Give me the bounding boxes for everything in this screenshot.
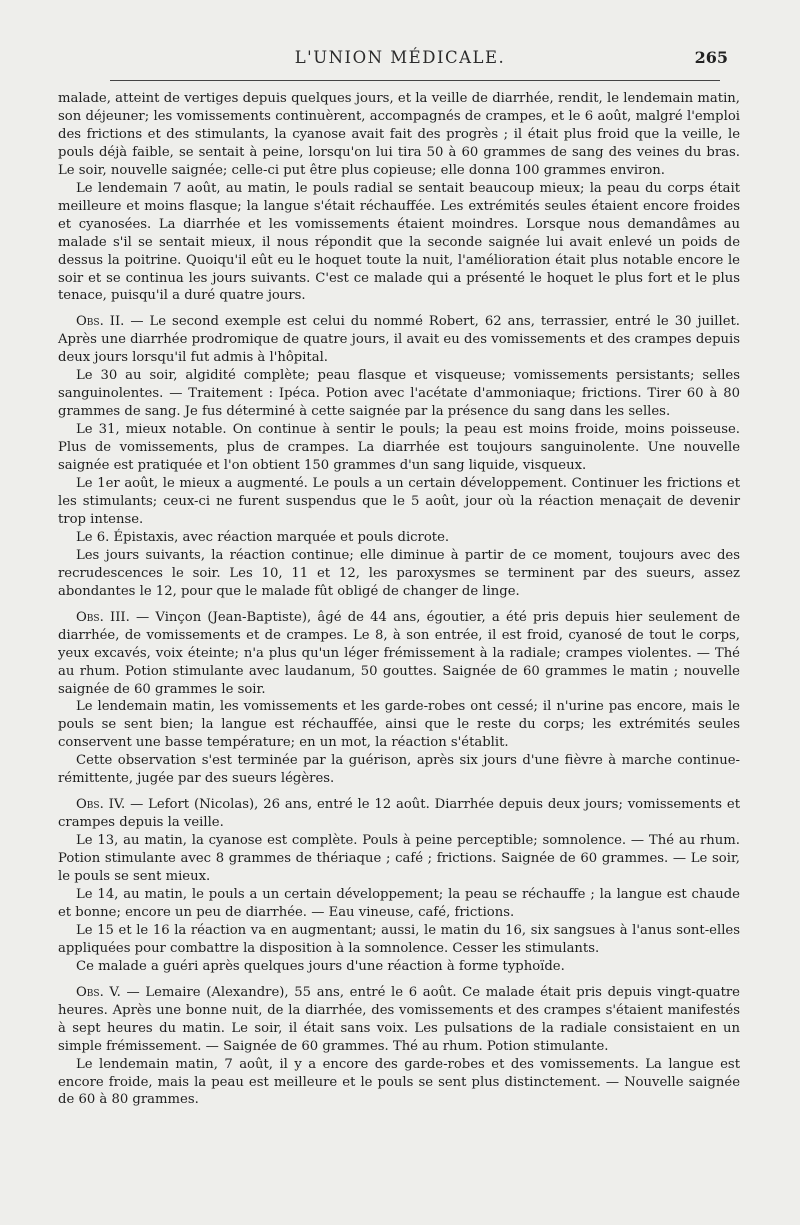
paragraph-text: Le lendemain matin, 7 août, il y a encore des garde-robes et des vomissements. La langue est encore froide, mais la peau est meilleure et le pouls se sent plus distinctement. — Nouvelle saignée de 60 à 80 grammes.: [58, 1056, 740, 1108]
observation-paragraph: [58, 313, 740, 367]
paragraph-text: Le 1er août, le mieux a augmenté. Le pouls a un certain développement. Continuer les frictions et les stimulants; ceux-ci ne furent suspendus que le 5 août, jour où la réaction menaçait de devenir trop intense.: [58, 476, 740, 527]
paragraph: [58, 180, 740, 306]
body-text: [58, 90, 740, 1109]
paragraph: [58, 421, 740, 475]
paragraph: [58, 922, 740, 958]
observation-label: Obs. V.: [76, 984, 121, 1000]
observation-paragraph: [58, 609, 740, 699]
paragraph-text: Ce malade a guéri après quelques jours d'une réaction à forme typhoïde.: [76, 958, 565, 974]
paragraph-text: Le 14, au matin, le pouls a un certain développement; la peau se réchauffe ; la langue est chaude et bonne; encore un peu de diarrhée. — Eau vineuse, café, frictions.: [58, 886, 740, 920]
paragraph: [58, 529, 740, 547]
paragraph-text: Le 15 et le 16 la réaction va en augmentant; aussi, le matin du 16, six sangsues à l'anus sont-elles appliquées pour combattre la disposition à la somnolence. Cesser les stimulants.: [58, 922, 740, 956]
paragraph-text: — Lemaire (Alexandre), 55 ans, entré le 6 août. Ce malade était pris depuis vingt-quatre heures. Après une bonne nuit, de la diarrhée, des vomissements et des crampes s'étaient manifestés à sept heures du matin. Le soir, il était sans voix. Les pulsations de la radiale consistaient en un simple frémissement. — Saignée de 60 grammes. Thé au rhum. Potion stimulante.: [58, 984, 740, 1054]
paragraph-text: Le 6. Épistaxis, avec réaction marquée et pouls dicrote.: [76, 529, 450, 545]
paragraph-text: Le lendemain 7 août, au matin, le pouls radial se sentait beaucoup mieux; la peau du corps était meilleure et moins flasque; la langue s'était réchauffée. Les extrémités seules étaient encore froides et cyanosées. La diarrhée et les vomissements étaient moindres. Lorsque nous demandâmes au malade s'il se sentait mieux, il nous répondit que la seconde saignée lui avait enlevé un poids de dessus la poitrine. Quoiqu'il eût eu le hoquet toute la nuit, l'amélioration était plus notable encore le soir et se continua les jours suivants. C'est ce malade qui a présenté le hoquet le plus fort et le plus tenace, puisqu'il a duré quatre jours.: [58, 180, 740, 304]
observation-paragraph: [58, 796, 740, 832]
observation-paragraph: [58, 984, 740, 1056]
header-rule: [110, 80, 720, 81]
paragraph-text: — Vinçon (Jean-Baptiste), âgé de 44 ans, égoutier, a été pris depuis hier seulement de diarrhée, de vomissements et de crampes. Le 8, à son entrée, il est froid, cyanosé de tout le corps, yeux excavés, voix éteinte; n'a plus qu'un léger frémissement à la radiale; crampes violentes. — Thé au rhum. Potion stimulante avec laudanum, 50 gouttes. Saignée de 60 grammes le matin ; nouvelle saignée de 60 grammes le soir.: [58, 609, 741, 697]
page-number: 265: [694, 48, 728, 67]
paragraph-text: Cette observation s'est terminée par la guérison, après six jours d'une fièvre à marche continue-rémittente, jugée par des sueurs légères.: [58, 753, 740, 787]
paragraph: [58, 90, 740, 180]
paragraph: [58, 367, 740, 421]
page-header: [58, 44, 742, 74]
paragraph-text: — Lefort (Nicolas), 26 ans, entré le 12 août. Diarrhée depuis deux jours; vomissements et crampes depuis la veille.: [58, 797, 740, 831]
paragraph: [58, 547, 740, 601]
paragraph: [58, 698, 740, 752]
paragraph-text: malade, atteint de vertiges depuis quelques jours, et la veille de diarrhée, rendit, le lendemain matin, son déjeuner; les vomissements continuèrent, accompagnés de crampes, et le 6 août, malgré l'emploi des frictions et des stimulants, la cyanose avait fait des progrès ; il était plus froid que la veille, le pouls déjà faible, se sentait à peine, lorsqu'on lui tira 50 à 60 grammes de sang des veines du bras. Le soir, nouvelle saignée; celle-ci put être plus copieuse; elle donna 100 grammes environ.: [58, 91, 740, 178]
observation-label: Obs. IV.: [76, 797, 126, 813]
paragraph: [58, 475, 740, 529]
running-title: L'UNION MÉDICALE.: [294, 48, 506, 67]
paragraph-text: Le 30 au soir, algidité complète; peau flasque et visqueuse; vomissements persistants; selles sanguinolentes. — Traitement : Ipéca. Potion avec l'acétate d'ammoniaque; frictions. Tirer 60 à 80 grammes de sang. Je fus déterminé à cette saignée par la présence du sang dans les selles.: [58, 368, 740, 420]
paragraph: [58, 958, 740, 976]
paragraph-text: — Le second exemple est celui du nommé Robert, 62 ans, terrassier, entré le 30 juillet. Après une diarrhée prodromique de quatre jours, il avait eu des vomissements et des crampes depuis deux jours lorsqu'il fut admis à l'hôpital.: [58, 314, 740, 366]
paragraph: [58, 832, 740, 886]
paragraph: [58, 886, 740, 922]
paragraph: [58, 1056, 740, 1110]
observation-label: Obs. II.: [76, 314, 125, 330]
paragraph-text: Le 13, au matin, la cyanose est complète. Pouls à peine perceptible; somnolence. — Thé au rhum. Potion stimulante avec 8 grammes de thériaque ; café ; frictions. Saignée de 60 grammes. — Le soir, le pouls se sent mieux.: [58, 833, 740, 885]
paragraph-text: Le lendemain matin, les vomissements et les garde-robes ont cessé; il n'urine pas encore, mais le pouls se sent bien; la langue est réchauffée, ainsi que le reste du corps; les extrémités seules conservent une basse température; en un mot, la réaction s'établit.: [58, 699, 740, 751]
observation-label: Obs. III.: [76, 609, 130, 625]
paragraph: [58, 752, 740, 788]
paragraph-text: Les jours suivants, la réaction continue; elle diminue à partir de ce moment, toujours avec des recrudescences le soir. Les 10, 11 et 12, les paroxysmes se terminent par des sueurs, assez abondantes le 12, pour que le malade fût obligé de changer de linge.: [58, 547, 740, 599]
paragraph-text: Le 31, mieux notable. On continue à sentir le pouls; la peau est moins froide, moins poisseuse. Plus de vomissements, plus de crampes. La diarrhée est toujours sanguinolente. Une nouvelle saignée est pratiquée et l'on obtient 150 grammes d'un sang liquide, visqueux.: [58, 422, 740, 474]
